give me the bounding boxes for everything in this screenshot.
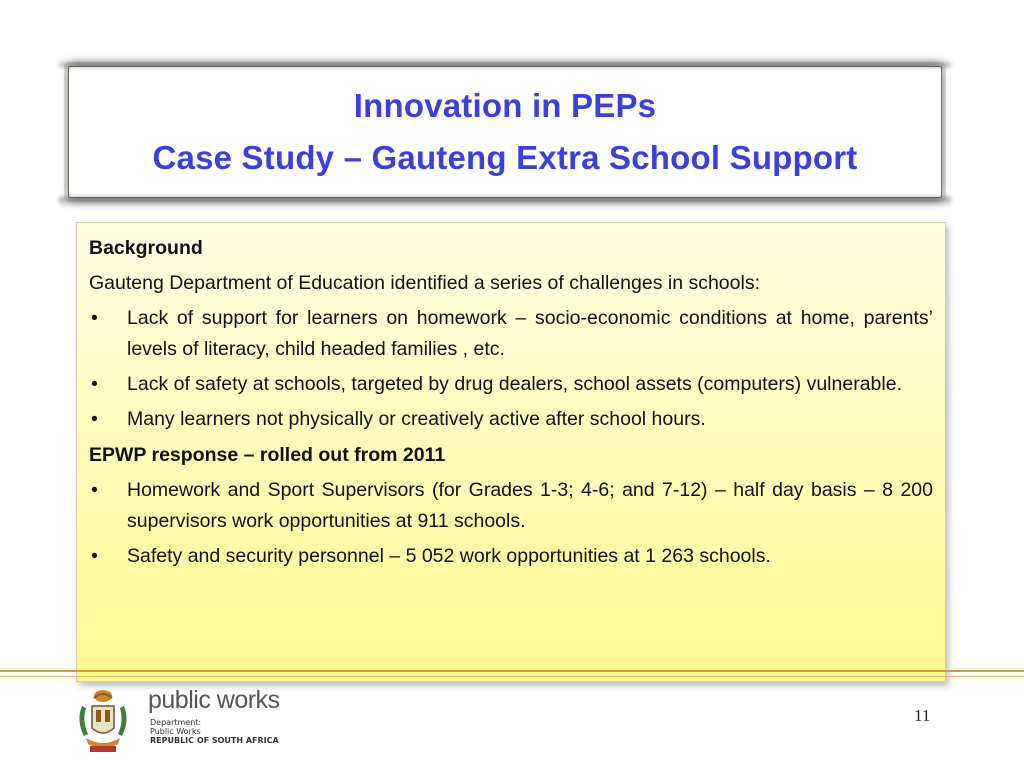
response-text: Safety and security personnel – 5 052 work opportunities at 1 263 schools.	[127, 545, 771, 567]
logo-wordmark: public works	[148, 686, 280, 714]
bullet-icon: •	[91, 408, 98, 430]
logo-department-label: Department:	[150, 718, 202, 727]
bullet-icon: •	[91, 373, 98, 395]
challenge-item	[89, 369, 933, 400]
challenge-item	[89, 303, 933, 365]
challenge-item	[89, 404, 933, 435]
content-panel	[76, 222, 946, 682]
slide-title: Innovation in PEPs	[353, 87, 657, 124]
bullet-icon: •	[91, 545, 98, 567]
challenge-text: Lack of safety at schools, targeted by drug dealers, school assets (computers) vulnerable.	[127, 373, 902, 395]
slide-subtitle: Case Study – Gauteng Extra School Support	[152, 139, 858, 176]
bullet-icon: •	[91, 479, 98, 501]
background-heading: Background	[89, 237, 203, 259]
logo-country: REPUBLIC OF SOUTH AFRICA	[150, 736, 279, 745]
title-banner	[68, 66, 942, 198]
response-heading: EPWP response – rolled out from 2011	[89, 444, 446, 466]
public-works-logo	[70, 684, 290, 760]
logo-department-name: Public Works	[150, 727, 201, 736]
footer-divider	[0, 670, 1024, 672]
challenge-text: Lack of support for learners on homework – socio-economic conditions at home, parents’ levels of literacy, child headed families , etc.	[127, 307, 933, 360]
page-number: 11	[914, 706, 931, 725]
challenge-text: Many learners not physically or creatively active after school hours.	[127, 408, 706, 430]
intro-text: Gauteng Department of Education identified a series of challenges in schools:	[89, 272, 760, 294]
bullet-icon: •	[91, 307, 98, 329]
response-item	[89, 475, 933, 537]
response-text: Homework and Sport Supervisors (for Grades 1-3; 4-6; and 7-12) – half day basis – 8 200 supervisors work opportunities at 911 schools.	[127, 479, 933, 532]
coat-of-arms-icon	[74, 686, 132, 756]
response-item	[89, 541, 933, 572]
footer-divider-thin	[0, 676, 1024, 677]
